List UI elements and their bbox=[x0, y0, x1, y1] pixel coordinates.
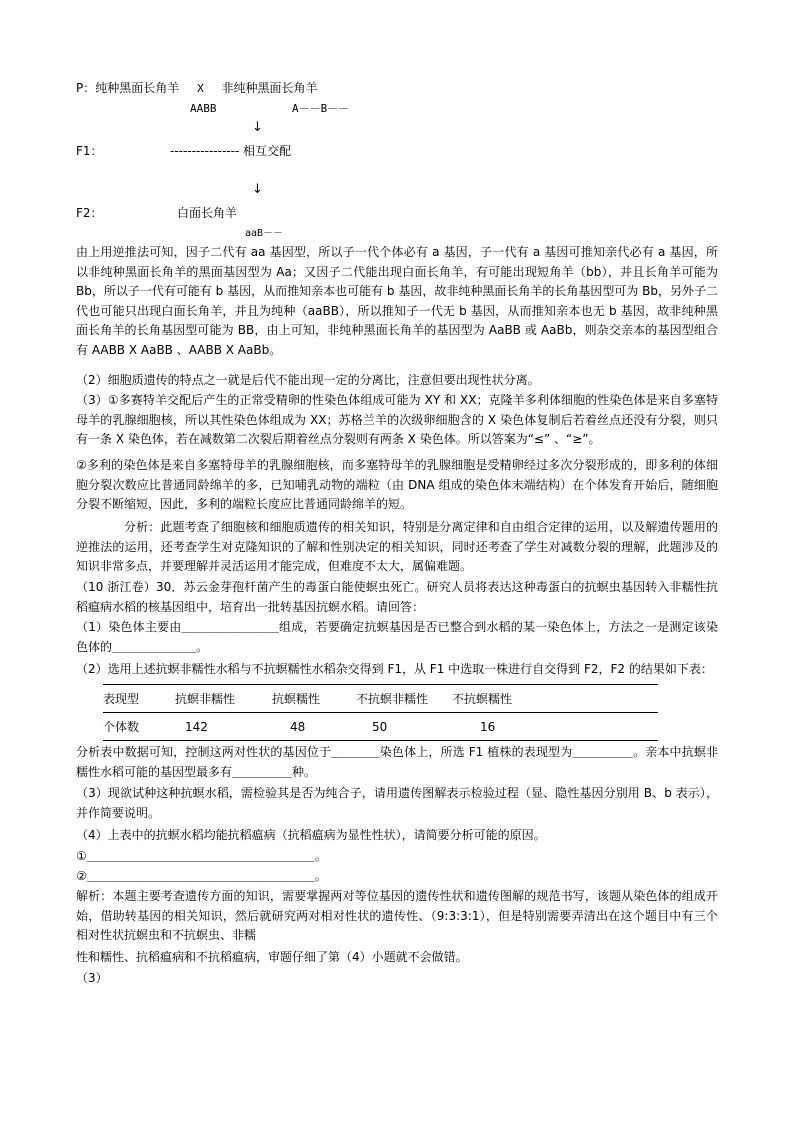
answer-3-label: （3） bbox=[76, 971, 108, 985]
f1-label: F1： bbox=[76, 144, 103, 158]
table-header-cell: 抗螟糯性 bbox=[272, 692, 321, 706]
question-2: （2）选用上述抗螟非糯性水稻与不抗螟糯性水稻杂交得到 F1，从 F1 中选取一株进行自交得到 F2，F2 的结果如下表： bbox=[76, 662, 713, 676]
answer-blank-1: ①＿＿＿＿＿＿＿＿＿＿＿＿＿＿＿＿＿＿＿。 bbox=[76, 849, 327, 863]
reasoning-paragraph: 由上用逆推法可知，因子二代有 aa 基因型，所以子一代个体必有 a 基因，子一代有 a 基因可推知亲代必有 a 基因，所以非纯种黑面长角羊的黑面基因型为 Aa；又因子二代能出现白面长角羊，有可能出现短角羊（bb），并且长角羊可能为 Bb，所以子一代有可能有 b 基因，从而推知亲本也可能有 b 基因，故非纯种黑面长角羊的长角基因型可为 Bb，另外子二代也可能只出现白面长角羊，并且为纯种（aaBB），所以推知子一代无 b 基因，从而推知亲本也无 b 基因，故非纯种黑面长角羊的长角基因型可能为 BB，由上可知，非纯种黑面长角羊的基因型为 AaBB 或 AaBb，则杂交亲本的基因型组合有 AABB X AaBB 、AABB X AaBb。 bbox=[76, 245, 719, 357]
table-header-row bbox=[103, 685, 658, 713]
p-parent2-label: 非纯种黑面长角羊 bbox=[221, 81, 318, 95]
table-row-label: 个体数 bbox=[103, 720, 140, 734]
table-cell: 48 bbox=[290, 719, 306, 734]
question-2-analysis: 分析表中数据可知，控制这两对性状的基因位于＿＿＿＿染色体上，所选 F1 植株的表现型为＿＿＿＿＿。亲本中抗螟非糯性水稻可能的基因型最多有＿＿＿＿＿种。 bbox=[76, 745, 718, 779]
table-header-cell: 不抗螟糯性 bbox=[452, 692, 513, 706]
question-3: （3）现欲试种这种抗螟水稻，需检验其是否为纯合子，请用遗传图解表示检验过程（显、隐性基因分别用 B、b 表示），并作简要说明。 bbox=[76, 786, 718, 820]
p1-genotype: AABB bbox=[190, 102, 217, 115]
answer-2-paragraph: （2）细胞质遗传的特点之一就是后代不能出现一定的分离比，注意但要出现性状分离。 bbox=[76, 373, 540, 387]
solution-paragraph: 解析：本题主要考查遗传方面的知识，需要掌握两对等位基因的遗传性状和遗传图解的规范书写，该题从染色体的组成开始，借助转基因的相关知识，然后就研究两对相对性状的遗传性、（9:3:3:1），但是特别需要弄清出在这个题目中有三个相对性状抗螟虫和不抗螟虫、非糯 bbox=[76, 889, 718, 942]
cross-p-line bbox=[76, 80, 318, 97]
question-4: （4）上表中的抗螟水稻均能抗稻瘟病（抗稻瘟病为显性性状），请简要分析可能的原因。 bbox=[76, 828, 546, 842]
answer-3-1-paragraph: （3）①多赛特羊交配后产生的正常受精卵的性染色体组成可能为 XY 和 XX；克隆羊多利体细胞的性染色体是来自多塞特母羊的乳腺细胞核，所以其性染色体组成为 XX；苏格兰羊的次级卵细胞含的 X 染色体复制后若着丝点还没有分裂，则只有一条 X 染色体，若在减数第二次裂后期着丝点分裂则有两条 X 染色体。所以答案为“≤” 、“≥”。 bbox=[76, 393, 718, 446]
table-cell: 50 bbox=[372, 719, 388, 734]
table-header-cell: 不抗螟非糯性 bbox=[356, 692, 429, 706]
f2-genotype: aaB－－ bbox=[245, 228, 284, 239]
p2-genotype: A－－B－－ bbox=[292, 102, 350, 115]
question-1: （1）染色体主要由＿＿＿＿＿＿＿＿组成，若要确定抗螟基因是否已整合到水稻的某一染色体上，方法之一是测定该染色体的＿＿＿＿＿＿＿。 bbox=[76, 620, 718, 654]
question-intro: （10 浙江卷）30．苏云金芽孢杆菌产生的毒蛋白能使螟虫死亡。研究人员将表达这种毒蛋白的抗螟虫基因转入非糯性抗稻瘟病水稻的核基因组中，培育出一批转基因抗螟水稻。请回答： bbox=[76, 580, 718, 614]
f2-label: F2： bbox=[76, 206, 103, 220]
cross-symbol: X bbox=[197, 82, 204, 95]
table-cell: 142 bbox=[185, 719, 208, 734]
table-row bbox=[103, 713, 658, 741]
answer-blank-2: ②＿＿＿＿＿＿＿＿＿＿＿＿＿＿＿＿＿＿＿。 bbox=[76, 869, 327, 883]
results-table bbox=[103, 684, 658, 741]
analysis-paragraph: 分析：此题考查了细胞核和细胞质遗传的相关知识，特别是分离定律和自由组合定律的运用，以及解遗传题用的逆推法的运用，还考查学生对克隆知识的了解和性别决定的相关知识，同时还考查了学生对减数分裂的理解，此题涉及的知识非常多点，并要理解并灵活运用才能完成，但难度不太大，属偏难题。 bbox=[76, 520, 718, 573]
table-header-cell: 抗螟非糯性 bbox=[175, 692, 236, 706]
f1-intercross-line: ---------------- 相互交配 bbox=[170, 144, 292, 158]
answer-3-2-paragraph: ②多利的染色体是来自多塞特母羊的乳腺细胞核，而多塞特母羊的乳腺细胞是受精卵经过多次分裂形成的，即多利的体细胞分裂次数应比普通同龄绵羊的多，已知哺乳动物的端粒（由 DNA 组成的染色体末端结构）在个体发育开始后，随细胞分裂不断缩短，因此，多利的端粒长度应比普通同龄绵羊的短。 bbox=[76, 458, 718, 511]
table-header-cell: 表现型 bbox=[103, 692, 140, 706]
arrow-down-icon: ↓ bbox=[252, 182, 263, 197]
f2-phenotype: 白面长角羊 bbox=[177, 206, 238, 220]
table-cell: 16 bbox=[480, 719, 496, 734]
solution-paragraph-continued: 性和糯性、抗稻瘟病和不抗稻瘟病，审题仔细了第（4）小题就不会做错。 bbox=[76, 950, 468, 964]
arrow-down-icon: ↓ bbox=[252, 120, 263, 135]
p-parent1-label: P：纯种黑面长角羊 bbox=[76, 81, 180, 95]
